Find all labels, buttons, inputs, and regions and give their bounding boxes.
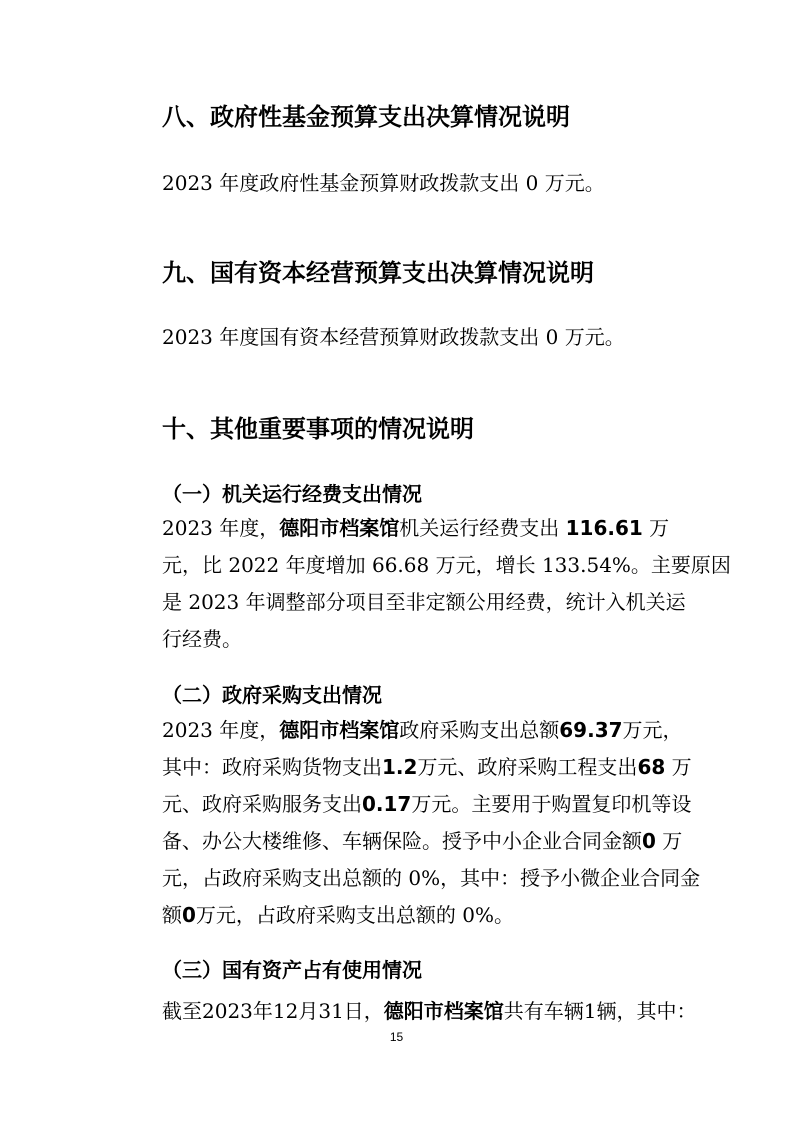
subsection-2-heading: （二）政府采购支出情况 — [162, 683, 382, 707]
text-run: 政府采购支出总额 — [399, 718, 560, 742]
text-run: 元、政府采购服务支出 — [162, 792, 362, 816]
text-run: 备、办公大楼维修、车辆保险。授予中小企业合同金额 — [162, 829, 642, 853]
paragraph-line — [162, 786, 692, 823]
paragraph-line — [162, 510, 678, 547]
text-run: 额 — [162, 903, 182, 927]
page-number: 15 — [389, 1030, 404, 1044]
section-8-text: 2023 年度政府性基金预算财政拨款支出 0 万元。 — [162, 171, 605, 195]
org-name: 德阳市档案馆 — [279, 516, 400, 540]
org-name: 德阳市档案馆 — [383, 999, 504, 1023]
section-9-text: 2023 年度国有资本经营预算财政拨款支出 0 万元。 — [162, 325, 625, 349]
amount: 116.61 — [565, 516, 643, 540]
amount: 1.2 — [382, 755, 418, 779]
amount: 0 — [642, 829, 656, 853]
section-9-heading: 九、国有资本经营预算支出决算情况说明 — [162, 259, 594, 287]
text-run: 万 — [655, 829, 683, 853]
paragraph-line: 是 2023 年调整部分项目至非定额公用经费，统计入机关运 — [162, 590, 686, 614]
text-run: 万 — [665, 755, 692, 779]
org-name: 德阳市档案馆 — [279, 718, 400, 742]
subsection-1-paragraph — [162, 510, 731, 658]
text-run: 其中：政府采购货物支出 — [162, 755, 382, 779]
amount: 0 — [182, 903, 196, 927]
paragraph-line — [162, 993, 697, 1030]
text-run: 截至2023年12月31日， — [162, 999, 384, 1023]
text-run: 2023 年度， — [162, 516, 280, 540]
text-run: 万 — [642, 516, 670, 540]
subsection-2-paragraph — [162, 712, 701, 934]
paragraph-line — [162, 823, 683, 860]
section-8-heading: 八、政府性基金预算支出决算情况说明 — [162, 103, 570, 131]
paragraph-line: 元，占政府采购支出总额的 0%，其中：授予小微企业合同金 — [162, 866, 701, 890]
subsection-3-heading: （三）国有资产占有使用情况 — [162, 958, 422, 982]
amount: 68 — [637, 755, 666, 779]
paragraph-line — [162, 897, 678, 934]
amount: 0.17 — [362, 792, 412, 816]
subsection-1-heading: （一）机关运行经费支出情况 — [162, 482, 422, 506]
subsection-3-paragraph — [162, 993, 697, 1030]
paragraph-line — [162, 712, 683, 749]
text-run: 机关运行经费支出 — [399, 516, 566, 540]
text-run: 共有车辆1辆，其中： — [503, 999, 697, 1023]
paragraph-line: 元，比 2022 年度增加 66.68 万元，增长 133.54%。主要原因 — [162, 553, 731, 577]
text-run: 万元， — [622, 718, 683, 742]
text-run: 万元，占政府采购支出总额的 0%。 — [195, 903, 515, 927]
text-run: 2023 年度， — [162, 718, 280, 742]
text-run: 万元、政府采购工程支出 — [417, 755, 638, 779]
paragraph-line — [162, 749, 692, 786]
paragraph-line: 行经费。 — [162, 627, 242, 651]
text-run: 万元。主要用于购置复印机等设 — [411, 792, 692, 816]
section-10-heading: 十、其他重要事项的情况说明 — [162, 415, 474, 443]
amount: 69.37 — [559, 718, 623, 742]
